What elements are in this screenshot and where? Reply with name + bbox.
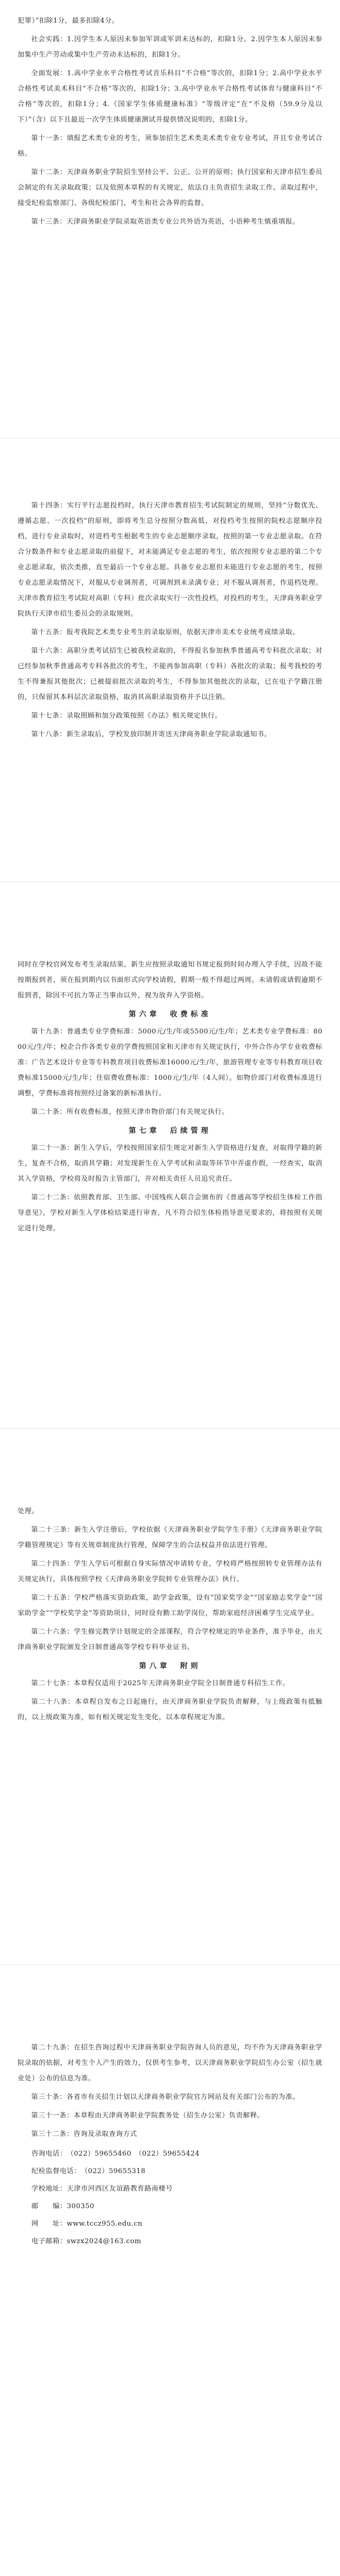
paragraph: 第十三条：天津商务职业学院录取英语类专业公共外语为英语，小语种考生慎重填报。 — [31, 218, 300, 226]
paragraph: 第三十条：各省市有关招生计划以天津商务职业学院官方网站及有关部门公布的为准。 — [31, 2093, 300, 2101]
contact-row-website — [31, 2215, 322, 2233]
document-page-4 — [0, 1429, 340, 1964]
paragraph: 第十一条：填报艺术类专业的考生，须参加招生艺术类美术类专业专业考试，并且专业考试合格。 — [18, 134, 322, 158]
document-page-1 — [0, 0, 340, 438]
paragraph: 犯罪）”扣除1分，最多扣除4分。 — [18, 17, 119, 25]
website-link[interactable]: www.tccz955.edu.cn — [67, 2220, 143, 2228]
contact-value: （022）59655318 — [80, 2167, 145, 2175]
paragraph: 第二十一条：新生入学后，学校按照国家招生规定对新生入学资格进行复查，对取得学籍的新生，复查不合格，取消其学籍；对发现新生在入学考试和录取等环节中弄虚作假，一经查实，取消其入学资格，学校将及时报告主管部门，并对相关责任人员追究责任。 — [18, 1144, 322, 1183]
paragraph: 第十七条：录取照顾和加分政策按照《办法》相关规定执行。 — [31, 712, 222, 720]
document-page-5 — [0, 1965, 340, 2576]
paragraph: 第二十二条：依照教育部、卫生部、中国残疾人联合会颁布的《普通高等学校招生体检工作指导意见》，学校对新生入学体检结果进行审查，凡不符合招生体检指导意见要求的，将按照有关规定进行处理。 — [18, 1194, 322, 1232]
paragraph: 第二十四条：学生入学后可根据自身实际情况申请转专业，学校将严格按照转专业管理办法有关规定执行，具体按照学校《天津商务职业学院转专业管理办法》执行。 — [18, 1560, 322, 1583]
paragraph: 第二十三条：新生入学注册后，学校依据《天津商务职业学院学生手册》《天津商务职业学院学籍管理规定》等有关规章制度执行管理，保障学生的合法权益并依法进行管理。 — [18, 1526, 322, 1549]
contact-row-phone — [31, 2145, 322, 2163]
paragraph: 第二十七条：本章程仅适用于2025年天津商务职业学院全日制普通专科招生工作。 — [31, 1680, 290, 1687]
contact-row-postcode — [31, 2198, 322, 2215]
contact-value: （022）59655460 （022）59655424 — [67, 2150, 200, 2158]
paragraph: 同时在学校官网发布考生录取结果。新生应按照录取通知书规定报到时间办理入学手续，因故不能按期报到者，须在报到期内以书面形式向学校请假，假期一般不得超过两周。未请假或请假逾期不报到者，除因不可抗力等正当事由以外，视为放弃入学资格。 — [18, 961, 322, 999]
contact-value: 300350 — [67, 2202, 94, 2210]
paragraph: 第三十二条：咨询及录取查询方式 — [31, 2130, 137, 2138]
chapter-heading: 第六章 收费标准 — [128, 1010, 212, 1019]
paragraph: 第二十六条：学生修完教学计划规定的全部课程，符合学校规定的毕业条件，准予毕业，由天津商务职业学院颁发全日制普通高等学校专科毕业证书。 — [18, 1628, 322, 1651]
paragraph: 第十四条：实行平行志愿投档时，执行天津市教育招生考试院制定的规则，坚持“分数优先、遵循志愿、一次投档”的原则，即将考生总分按照分数高低，对投档考生按照的院校志愿顺序投档，进行专业录取时，对进档考生根据考生的专业志愿顺序录取，按照的第一专业志愿录取。在符合分数条件和专业志愿录取的前提下，对未能满足专业志愿的考生，依次按照专业志愿的第二个专业志愿录取，依次类推，直至最后一个专业志愿。具备专业志愿但未能进行专业志愿的考生，按照专业志愿录取情况下，对服从专业调剂者，可调剂到未录满专业；对不服从调剂者，作退档处理。天津市教育招生考试院对高职（专科）批次录取实行一次性投档，对投档的考生，天津商务职业学院执行天津市招生委员会的录取规则。 — [18, 502, 322, 618]
contact-row-address — [31, 2180, 322, 2198]
paragraph: 第二十九条：在招生咨询过程中天津商务职业学院咨询人员的意见，均不作为天津商务职业学院录取的依据，对考生个人产生的效力，仅供考生参考，以天津商务职业学院招生办公室（招生就业处）公布的信息为准。 — [18, 2044, 322, 2082]
paragraph: 全面发展：1.高中学业水平合格性考试音乐科目“不合格”等次的，扣除1分；2.高中学业水平合格性考试美术科目“不合格”等次的，扣除1分；3.高中学业水平合格性考试体育与健康科目“不合格”等次的，扣除1分；4.《国家学生体质健康标准》“等级评定”在“不及格（59.9分及以下）”（含）以下且最近一次学生体质健康测试并提供情况说明的，扣除1分。 — [18, 70, 322, 124]
paragraph: 第十五条：报考我院艺术类专业考生的录取原则，依据天津市美术专业统考成绩录取。 — [31, 629, 300, 636]
chapter-heading: 第七章 后续管理 — [128, 1127, 212, 1135]
paragraph: 第二十条：所有收费标准，按照天津市物价部门有关规定执行。 — [31, 1108, 229, 1116]
contact-label: 网 址： — [31, 2220, 67, 2228]
contact-label: 电子邮箱： — [31, 2238, 67, 2245]
paragraph: 第十九条：普通类专业学费标准：5000元/生/年或5500元/生/年；艺术类专业学费标准：8000元/生/年；校企合作各类专业的学费按照国家和天津市有关规定执行，中外合作办学专业收费标准：广告艺术设计专业等专科教育项目收费标准16000元/生/年，旅游管理专业等专科教育项目收费标准15000元/生/年；住宿费收费标准：1000元/生/年（4人间）。如物价部门对收费标准进行调整，学费标准将按照经过备案的新标准执行。 — [18, 1028, 322, 1097]
contact-row-email — [31, 2233, 322, 2250]
paragraph: 第二十五条：学校严格落实资助政策，助学金政策，设有“国家奖学金”“国家励志奖学金”“国家助学金”“学校奖学金”等资助项目，同时设有勤工助学岗位，帮助家庭经济困难学生完成学业。 — [18, 1594, 322, 1617]
contact-label: 纪检监督电话： — [31, 2167, 81, 2175]
paragraph: 第十八条：新生录取后，学校发放印制并寄送天津商务职业学院录取通知书。 — [31, 731, 271, 738]
paragraph: 第十六条：高职分类考试招生已被我校录取的，不得报名参加秋季普通高考专科批次录取；对已经参加秋季普通高考专科各批次的考生，不能再参加高职（专科）各批次的录取；报考我校的考生不得兼报其他批次；已被提前批次录取的考生，不得参加其他批次的录取，已在电子学籍注册的，只保留其本科层次录取资格，取消其高职录取资格并予以注销。 — [18, 647, 322, 701]
paragraph: 社会实践：1.因学生本人原因未参加军训或军训未达标的，扣除1分。2.因学生本人原因未参加集中生产劳动或集中生产劳动未达标的，扣除1分。 — [18, 36, 322, 59]
contact-label: 邮 编： — [31, 2202, 67, 2210]
paragraph: 第二十八条：本章程自发布之日起施行，由天津商务职业学院负责解释，与上级政策有抵触的，以上级政策为准，如有相关规定发生变化，以本章程规定为准。 — [18, 1698, 322, 1721]
contact-value: 天津市河西区友谊路教育路南楼号 — [67, 2185, 173, 2193]
chapter-heading: 第八章 附则 — [139, 1662, 201, 1670]
document-page-2 — [0, 438, 340, 882]
paragraph: 第三十一条：本章程由天津商务职业学院教务处（招生办公室）负责解释。 — [31, 2112, 265, 2120]
paragraph: 第十二条：天津商务职业学院招生坚持公平、公正、公开的原则；执行国家和天津市招生委员会制定的有关录取政策；以及依照本章程的有关规定，依法自主负责招生录取工作。录取过程中，接受纪检监察部门、各级纪检部门、考生和社会各界的监督。 — [18, 168, 322, 207]
contact-label: 学校地址： — [31, 2185, 67, 2193]
email-link[interactable]: swzx2024@163.com — [67, 2238, 141, 2245]
paragraph: 处理。 — [18, 1507, 39, 1515]
contact-list — [18, 2145, 322, 2250]
contact-row-supervision — [31, 2163, 322, 2180]
document-page-3 — [0, 882, 340, 1428]
contact-label: 咨询电话： — [31, 2150, 67, 2158]
